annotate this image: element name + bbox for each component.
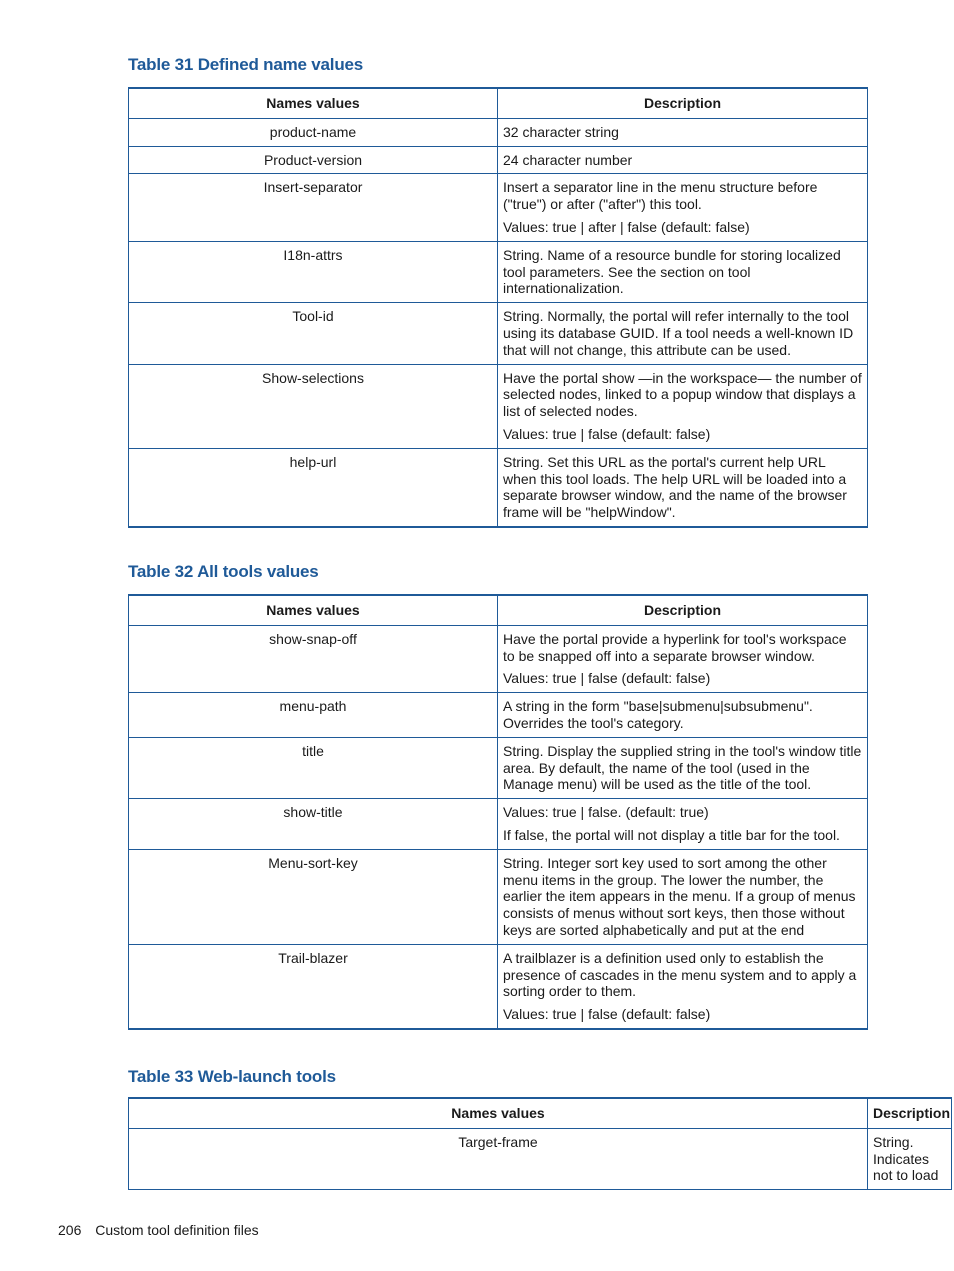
description-paragraph: String. Normally, the portal will refer internally to the tool using its database GUID. If a tool needs a well-known ID that will not change, this attribute can be used. (503, 308, 854, 358)
table-31-caption: Table 31 Defined name values (128, 55, 364, 74)
description-paragraph: Have the portal show —in the workspace— the number of selected nodes, linked to a popup window that displays a list of selected nodes. (503, 369, 862, 420)
row-name-cell: title (129, 737, 498, 798)
table-row (129, 1128, 952, 1189)
row-name-cell: help-url (129, 448, 498, 527)
description-paragraph: String. Integer sort key used to sort among the other menu items in the group. The lower the number, the earlier the item appears in the menu. If a group of menus consists of menus without sort keys, then those without keys are sorted alphabetically and put at the end (503, 854, 856, 938)
description-paragraph: Have the portal provide a hyperlink for tool's workspace to be snapped off into a separate browser window. (503, 630, 847, 664)
table-header-row (129, 1098, 952, 1128)
row-name-cell: Target-frame (129, 1128, 868, 1189)
header-names-values: Names values (129, 595, 498, 625)
header-description: Description (498, 88, 868, 118)
description-paragraph: A trailblazer is a definition used only to establish the presence of cascades in the menu system and to apply a sorting order to them. (503, 949, 857, 1000)
page-number: 206 (58, 1222, 82, 1238)
header-names-values: Names values (129, 1098, 868, 1128)
description-paragraph: A string in the form "base|submenu|subsubmenu". Overrides the tool's category. (503, 698, 813, 731)
row-name-cell: I18n-attrs (129, 241, 498, 302)
description-paragraph: 32 character string (503, 123, 619, 140)
description-paragraph: Values: true | false (default: false) (503, 425, 711, 442)
row-name-cell: Insert-separator (129, 174, 498, 241)
row-name-cell: show-snap-off (129, 625, 498, 692)
description-paragraph: String. Set this URL as the portal's current help URL when this tool loads. The help URL will be loaded into a separate browser window, and the name of the browser frame will be "helpWindow". (503, 453, 847, 521)
row-name-cell: Product-version (129, 146, 498, 174)
description-paragraph: Values: true | after | false (default: false) (503, 218, 750, 235)
description-paragraph: If false, the portal will not display a title bar for the tool. (503, 826, 840, 843)
description-paragraph: 24 character number (503, 151, 633, 168)
table-33-body (129, 1128, 952, 1189)
header-description: Description (498, 595, 868, 625)
row-name-cell: Show-selections (129, 364, 498, 448)
row-name-cell: menu-path (129, 693, 498, 738)
header-description: Description (868, 1098, 952, 1128)
page-footer (58, 1222, 259, 1238)
row-description-cell (868, 1128, 952, 1189)
description-paragraph: Values: true | false. (default: true) (503, 804, 709, 821)
description-paragraph: String. Name of a resource bundle for storing localized tool parameters. See the section on tool internationalization. (503, 246, 841, 297)
header-names-values: Names values (129, 88, 498, 118)
description-paragraph: String. Indicates not to load (873, 1133, 939, 1184)
table-33-caption: Table 33 Web-launch tools (128, 1067, 336, 1086)
table-32-caption: Table 32 All tools values (128, 562, 319, 581)
row-name-cell: show-title (129, 799, 498, 850)
row-name-cell: Tool-id (129, 303, 498, 364)
description-paragraph: Insert a separator line in the menu structure before ("true") or after ("after") this tool. (503, 179, 818, 213)
description-paragraph: String. Display the supplied string in the tool's window title area. By default, the name of the tool (used in the Manage menu) will be used as the title of the tool. (503, 742, 862, 793)
row-name-cell: product-name (129, 118, 498, 146)
description-paragraph: Values: true | false (default: false) (503, 1006, 711, 1023)
table-33 (128, 1097, 952, 1190)
row-name-cell: Trail-blazer (129, 944, 498, 1029)
row-name-cell: Menu-sort-key (129, 849, 498, 944)
footer-section-title: Custom tool definition files (95, 1222, 259, 1238)
description-paragraph: Values: true | false (default: false) (503, 670, 711, 687)
